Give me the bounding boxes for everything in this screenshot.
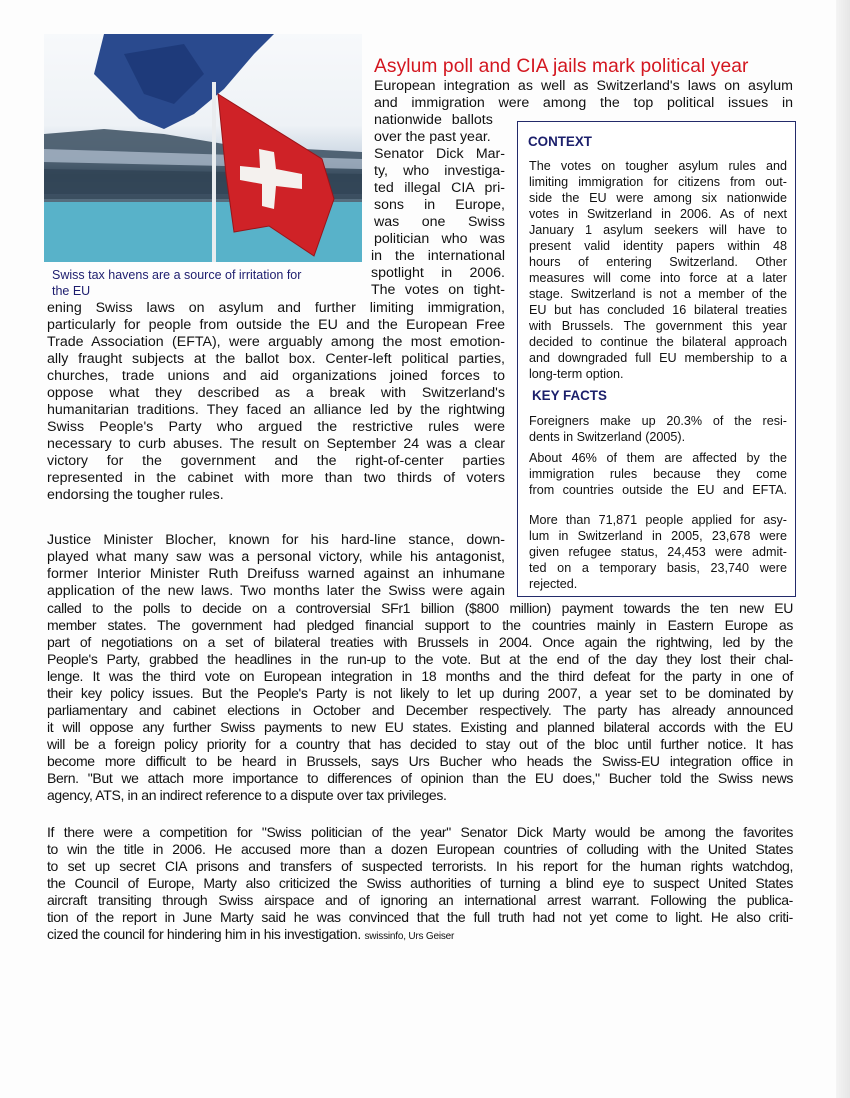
page-edge [836,0,850,1098]
context-line: decided to continue the bilateral approach [529,335,787,349]
para1-line: oppose what they described as a break with Switzerland's [47,385,505,401]
context-line: EU but has concluded 16 bilateral treaties [529,303,787,317]
context-line: January 1 asylum seekers will have to [529,223,787,237]
narrow-line: was one Swiss [374,214,505,230]
para1-line: necessary to curb abuses. The result on September 24 was a clear [47,436,505,452]
para2-wide-line: Bern. "But we attach more importance to differences of opinion than the EU does," Bucher told the Swiss news [47,770,793,786]
narrow-line: sons in Europe, [374,197,505,213]
narrow-line: in the international [371,248,505,264]
narrow-line: ty, who investiga- [374,163,505,179]
para1-line: ening Swiss laws on asylum and further limiting immigration, [47,300,505,316]
fact-line: from countries outside the EU and EFTA. [529,483,787,497]
para3-line: to set up secret CIA prisons and transfers of suspected terrorists. In his report for the human rights watchdog, [47,858,793,874]
keyfacts-heading: KEY FACTS [532,388,607,403]
fact-line: About 46% of them are affected by the [529,451,787,465]
caption-line: the EU [52,284,91,298]
para3-last-text: cized the council for hindering him in his investigation. [47,926,361,942]
para2-line: played what many saw was a personal victory, while his antagonist, [47,549,505,565]
fact-line: lum in Switzerland in 2005, 23,678 were [529,529,787,543]
context-sidebar [517,121,796,597]
fact-line: More than 71,871 people applied for asy- [529,513,787,527]
fact-line: immigration rules because they come [529,467,787,481]
context-line: with Brussels. The government this year [529,319,787,333]
byline: swissinfo, Urs Geiser [364,931,455,942]
context-line: limiting immigration for citizens from out- [529,175,787,189]
intro-line: European integration as well as Switzerland's laws on asylum [374,78,793,94]
para1-line: churches, trade unions and aid organizations joined forces to [47,368,505,384]
headline: Asylum poll and CIA jails mark political year [374,56,749,77]
para1-line: Swiss People's Party who argued the restrictive rules were [47,419,505,435]
para3-line: If there were a competition for "Swiss politician of the year" Senator Dick Marty would be among the favorites [47,824,793,840]
para2-wide-line: their key policy issues. But the People's Party is not likely to let up during 2007, a year set to be dominated by [47,685,793,701]
para2-wide-line: agency, ATS, in an indirect reference to a dispute over tax privileges. [47,787,447,803]
narrow-line: politician who was [374,231,505,247]
narrow-line: Senator Dick Mar- [374,146,505,162]
para1-line: victory for the government and the right-of-center parties [47,453,505,469]
context-line: hours of entering Switzerland. Other [529,255,787,269]
para2-wide-line: called to the polls to decide on a controversial SFr1 billion ($800 million) payment towards the ten new EU [47,600,793,616]
narrow-line: over the past year. [374,129,491,145]
para2-wide-line: People's Party, grabbed the headlines in the run-up to the vote. But at the end of the day they lost their chal- [47,651,793,667]
photo-caption [52,267,357,299]
intro-line: nationwide ballots [374,112,493,128]
para2-wide-line: member states. The government had pledged financial support to the countries mainly in Eastern Europe as [47,617,793,633]
context-line: long-term option. [529,367,624,381]
para2-wide-line: part of negotiations on a set of bilateral treaties with Brussels in 2004. Once again the rightwing, led by the [47,634,793,650]
para2-line: former Interior Minister Ruth Dreifuss warned against an inhumane [47,566,505,582]
para3-line: the Council of Europe, Marty also criticized the Swiss authorities of turning a blind eye to suspect United States [47,875,793,891]
para1-line: particularly for people from outside the EU and the European Free [47,317,505,333]
context-line: votes in Switzerland in 2006. As of next [529,207,787,221]
para1-line: ally fraught subjects at the ballot box. Center-left political parties, [47,351,505,367]
context-line: and downgraded full EU membership to a [529,351,787,365]
fact-line: rejected. [529,577,578,591]
para3-line [47,926,793,945]
caption-line: Swiss tax havens are a source of irritation for [52,268,302,282]
context-line: measures will come into force at a later [529,271,787,285]
para1-line: represented in the cabinet with more than two thirds of voters [47,470,505,486]
para2-line: Justice Minister Blocher, known for his hard-line stance, down- [47,532,505,548]
para3-line: to win the title in 2006. He accused more than a dozen European countries of colluding with the United States [47,841,793,857]
context-line: side the EU were among six nationwide [529,191,787,205]
para2-wide-line: lenge. It was the third vote on European integration in 18 months and the third defeat for the party in one of [47,668,793,684]
swiss-flag-photo [44,34,362,262]
para2-wide-line: it will oppose any further Swiss payments to new EU states. Existing and planned bilateral accords with the EU [47,719,793,735]
para3-line: aircraft transiting through Swiss airspace and of ignoring an international arrest warrant. Following the publica- [47,892,793,908]
fact-line: given refugee status, 24,453 were admit- [529,545,787,559]
intro-line: and immigration were among the top political issues in [374,95,793,111]
context-line: present valid identity papers within 48 [529,239,787,253]
narrow-line: The votes on tight- [371,282,505,298]
para3-line: tion of the report in June Marty said he was convinced that the full truth had not yet come to light. He also criti- [47,909,793,925]
para1-line: Trade Association (EFTA), were arguably among the most emotion- [47,334,505,350]
para2-line: application of the new laws. Two months later the Swiss were again [47,583,505,599]
fact-line: ted on a temporary basis, 23,740 were [529,561,787,575]
fact-line: dents in Switzerland (2005). [529,430,686,444]
narrow-line: ted illegal CIA pri- [374,180,505,196]
para2-wide-line: parliamentary and cabinet elections in October and December respectively. The party has already announced [47,702,793,718]
para2-wide-line: become more difficult to be heard in Brussels, says Urs Bucher who heads the Swiss-EU integration office in [47,753,793,769]
flag-illustration-icon [44,34,362,262]
context-line: The votes on tougher asylum rules and [529,159,787,173]
para1-line: endorsing the tougher rules. [47,487,224,503]
fact-line: Foreigners make up 20.3% of the resi- [529,414,787,428]
narrow-line: spotlight in 2006. [371,265,505,281]
context-heading: CONTEXT [528,134,592,149]
para1-line: humanitarian traditions. They faced an alliance led by the rightwing [47,402,505,418]
context-line: stage. Switzerland is not a member of the [529,287,787,301]
para2-wide-line: will be a foreign policy priority for a country that has decided to stay out of the bloc until further notice. It has [47,736,793,752]
